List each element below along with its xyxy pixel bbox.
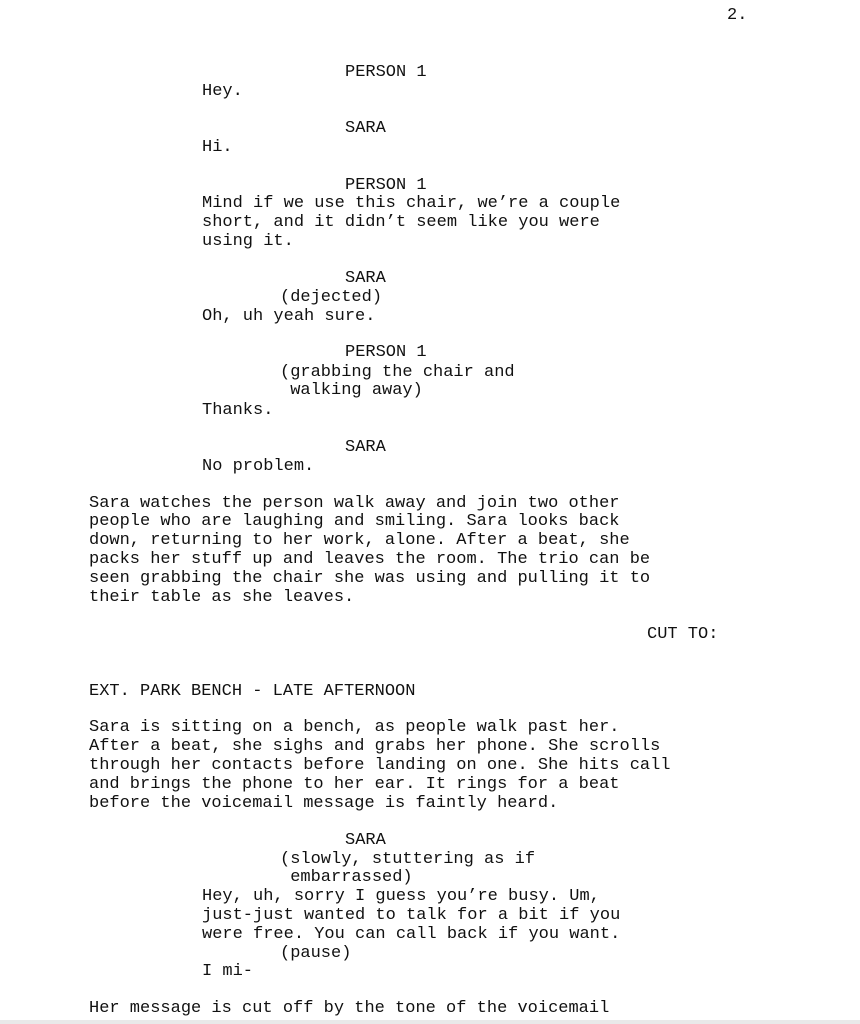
action-line: down, returning to her work, alone. After a beat, she bbox=[89, 531, 630, 550]
parenthetical: (pause) bbox=[280, 944, 352, 963]
character-name: PERSON 1 bbox=[345, 63, 427, 82]
parenthetical: walking away) bbox=[280, 381, 423, 400]
action-line: Sara is sitting on a bench, as people walk past her. bbox=[89, 718, 620, 737]
dialogue-line: were free. You can call back if you want. bbox=[202, 925, 621, 944]
page-bottom-edge bbox=[0, 1020, 860, 1024]
action-line: Her message is cut off by the tone of the voicemail bbox=[89, 999, 610, 1018]
action-line: before the voicemail message is faintly heard. bbox=[89, 794, 559, 813]
action-line: people who are laughing and smiling. Sara looks back bbox=[89, 512, 620, 531]
action-line: seen grabbing the chair she was using and pulling it to bbox=[89, 569, 651, 588]
page-number: 2. bbox=[727, 6, 748, 25]
parenthetical: embarrassed) bbox=[280, 868, 413, 887]
dialogue-line: Hey. bbox=[202, 82, 243, 101]
dialogue-line: Oh, uh yeah sure. bbox=[202, 307, 376, 326]
dialogue-line: Thanks. bbox=[202, 401, 274, 420]
parenthetical: (grabbing the chair and bbox=[280, 363, 515, 382]
dialogue-line: just-just wanted to talk for a bit if you bbox=[202, 906, 621, 925]
action-line: and brings the phone to her ear. It rings for a beat bbox=[89, 775, 620, 794]
dialogue-line: I mi- bbox=[202, 962, 254, 981]
action-line: Sara watches the person walk away and join two other bbox=[89, 494, 620, 513]
character-name: SARA bbox=[345, 119, 386, 138]
scene-heading: EXT. PARK BENCH - LATE AFTERNOON bbox=[89, 682, 416, 701]
parenthetical: (slowly, stuttering as if bbox=[280, 850, 536, 869]
character-name: SARA bbox=[345, 438, 386, 457]
dialogue-line: short, and it didn’t seem like you were bbox=[202, 213, 600, 232]
transition: CUT TO: bbox=[647, 625, 719, 644]
character-name: SARA bbox=[345, 831, 386, 850]
parenthetical: (dejected) bbox=[280, 288, 383, 307]
dialogue-line: using it. bbox=[202, 232, 294, 251]
dialogue-line: Hi. bbox=[202, 138, 233, 157]
action-line: their table as she leaves. bbox=[89, 588, 355, 607]
action-line: After a beat, she sighs and grabs her phone. She scrolls bbox=[89, 737, 661, 756]
dialogue-line: No problem. bbox=[202, 457, 315, 476]
character-name: PERSON 1 bbox=[345, 343, 427, 362]
character-name: PERSON 1 bbox=[345, 176, 427, 195]
action-line: packs her stuff up and leaves the room. The trio can be bbox=[89, 550, 651, 569]
character-name: SARA bbox=[345, 269, 386, 288]
action-line: through her contacts before landing on one. She hits call bbox=[89, 756, 671, 775]
dialogue-line: Mind if we use this chair, we’re a couple bbox=[202, 194, 621, 213]
dialogue-line: Hey, uh, sorry I guess you’re busy. Um, bbox=[202, 887, 600, 906]
